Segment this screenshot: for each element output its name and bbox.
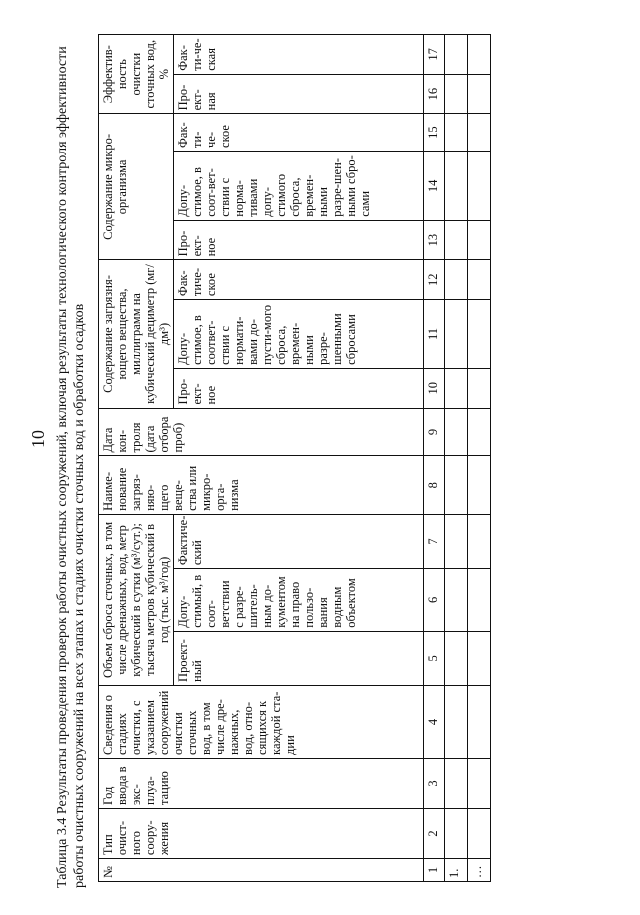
header-volume-actual: Фактиче-ский [174, 514, 424, 568]
table-row [445, 34, 468, 881]
header-efficiency: Эффектив-ность очистки сточных вод, % [99, 34, 174, 113]
column-number: 3 [424, 758, 445, 808]
header-type: Тип очист-ного соору-жения [99, 808, 424, 858]
header-micro-allowed: Допу-стимое, в соот-вет-ствии с норма-тивами допу-стимого сброса, времен-ными разре-шен-ными сбро-сами [174, 151, 424, 220]
table-cell [468, 455, 491, 513]
column-number: 13 [424, 220, 445, 260]
table-cell [468, 368, 491, 408]
column-number: 8 [424, 455, 445, 513]
table-cell [445, 568, 468, 631]
column-number: 2 [424, 808, 445, 858]
table-cell [468, 220, 491, 260]
header-volume-allowed: Допу-стимый, в соот-ветствии с разре-шитель-ным до-кументом на право пользо-вания водным объектом [174, 568, 424, 631]
table-cell [445, 259, 468, 299]
header-microorganism-content: Содержание микро-организма [99, 113, 174, 259]
column-number: 14 [424, 151, 445, 220]
header-substance: Наиме-нование загряз-няю-щего веще-ства или микро-орга-низма [99, 455, 424, 513]
header-pollutant-project: Про-ект-ное [174, 368, 424, 408]
table-cell [445, 299, 468, 368]
table-cell [445, 113, 468, 151]
table-cell [445, 368, 468, 408]
row-label: … [468, 858, 491, 881]
table-cell [468, 568, 491, 631]
column-number: 12 [424, 259, 445, 299]
table-cell [468, 408, 491, 456]
column-number: 11 [424, 299, 445, 368]
column-number: 9 [424, 408, 445, 456]
table-cell [445, 631, 468, 685]
rotated-sheet [20, 18, 620, 898]
header-volume-project: Проект-ный [174, 631, 424, 685]
header-efficiency-actual: Фак-ти-че-ская [174, 34, 424, 74]
table-cell [468, 299, 491, 368]
column-number: 16 [424, 74, 445, 114]
table-cell [445, 34, 468, 74]
header-control-date: Дата кон-троля (дата отбора проб) [99, 408, 424, 456]
table-cell [445, 808, 468, 858]
table-cell [445, 151, 468, 220]
table-cell [468, 74, 491, 114]
header-micro-actual: Фак-ти-че-ское [174, 113, 424, 151]
table-cell [468, 34, 491, 74]
page-number: 10 [28, 429, 48, 448]
table-cell [468, 151, 491, 220]
column-number-row [424, 34, 445, 881]
header-year: Год ввода в экс-плуа-тацию [99, 758, 424, 808]
header-no: № [99, 858, 424, 881]
table-cell [468, 514, 491, 568]
column-number: 1 [424, 858, 445, 881]
column-number: 10 [424, 368, 445, 408]
table-caption: Таблица 3.4 Результаты проведения проверок работы очистных сооружений, включая результаты технологического контроля эффективности работы очистных сооружений на всех этапах и стадиях очистки сточных вод и обработки осадков [55, 45, 87, 888]
table-cell [445, 74, 468, 114]
table-cell [468, 758, 491, 808]
results-table [98, 34, 491, 882]
header-discharge-volume: Объем сброса сточных, в том числе дренажных, вод, метр кубический в сутки (м³/сут.); тысяча метров кубический в год (тыс. м³/год) [99, 514, 174, 685]
table-cell [445, 220, 468, 260]
table-cell [468, 808, 491, 858]
column-number: 7 [424, 514, 445, 568]
table-cell [445, 685, 468, 758]
header-micro-project: Про-ект-ное [174, 220, 424, 260]
row-label: 1. [445, 858, 468, 881]
column-number: 15 [424, 113, 445, 151]
header-row-1 [99, 34, 174, 881]
header-pollutant-actual: Фак-тиче-ское [174, 259, 424, 299]
table-cell [468, 631, 491, 685]
header-pollutant-allowed: Допу-стимое, в соответ-ствии с нормати-вами до-пусти-мого сброса, времен-ными разре-шенными сбросами [174, 299, 424, 368]
column-number: 17 [424, 34, 445, 74]
table-cell [468, 259, 491, 299]
header-stages: Сведения о стадиях очистки, с указанием сооружений очистки сточных вод, в том числе дре-нажных, вод, отно-сящихся к каждой ста-дии [99, 685, 424, 758]
header-pollutant-content: Содержание загрязня-ющего вещества, миллиграмм на кубический дециметр (мг/дм³) [99, 259, 174, 407]
table-cell [445, 408, 468, 456]
column-number: 5 [424, 631, 445, 685]
column-number: 6 [424, 568, 445, 631]
table-row [468, 34, 491, 881]
table-cell [445, 758, 468, 808]
table-cell [468, 113, 491, 151]
table-cell [445, 514, 468, 568]
column-number: 4 [424, 685, 445, 758]
table-cell [445, 455, 468, 513]
table-cell [468, 685, 491, 758]
header-efficiency-project: Про-ект-ная [174, 74, 424, 114]
